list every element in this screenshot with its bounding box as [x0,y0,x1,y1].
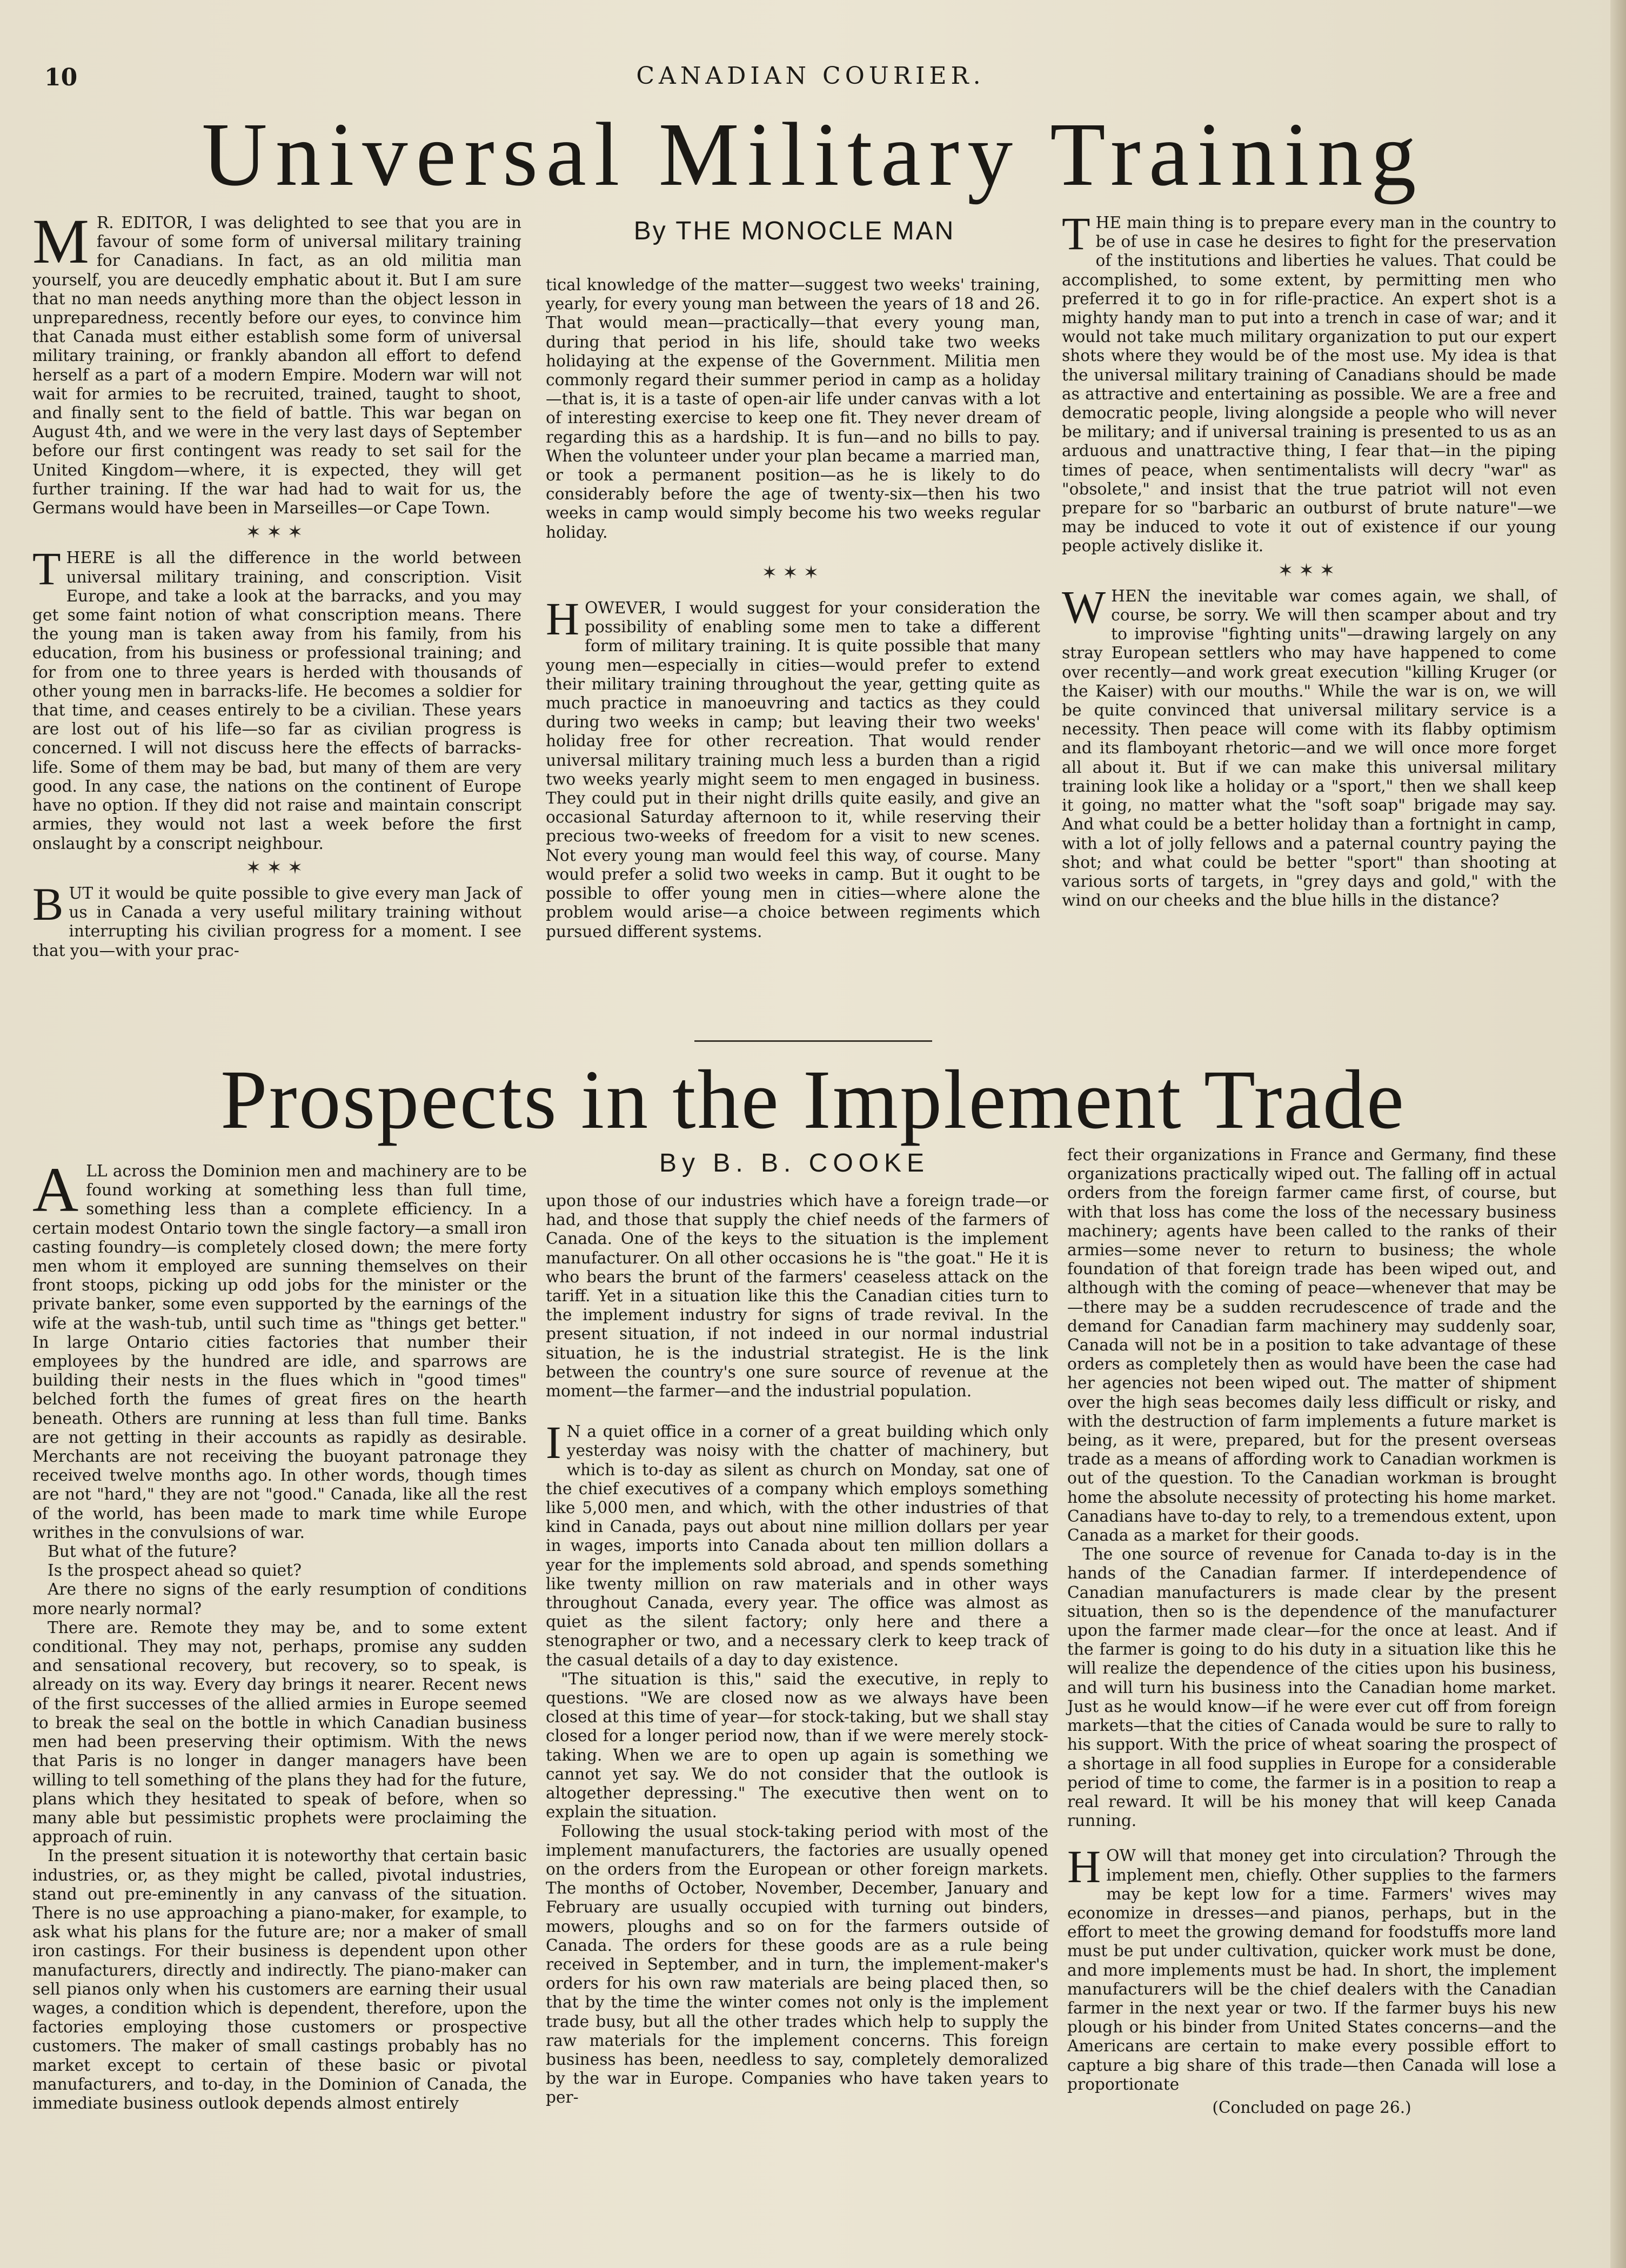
section-separator [546,564,1040,583]
dropcap: H [546,593,580,645]
article1-paragraph: BUT it would be quite possible to give every man Jack of us in Canada a very useful military training without interrupting his civilian progress for a moment. I see that you—with your prac- [32,878,521,960]
article2-paragraph: Following the usual stock-taking period with most of the implement manufacturers, the factories are usually opened on the orders from the European or other foreign markets. The months of October, November, December, January and February are usually occupied with turning out binders, mowers, ploughs and so on for the farmers outside of Canada. The orders for these goods are as a rule being received in September, and in turn, the implement-maker's orders for his own raw materials are being placed then, so that by the time the winter comes not only is the implement trade busy, but all the other trades which help to supply the raw materials for the implement concerns. This foreign business has been, needless to say, completely demoralized by the war in Europe. Companies who have taken years to per- [546,1822,1048,2107]
page-edge [1610,0,1626,2268]
article2-paragraph: upon those of our industries which have a foreign trade—or had, and those that supply the chief needs of the farmers of Canada. One of the keys to the situation is the implement manufacturer. On all other occasions he is "the goat." He it is who bears the brunt of the farmers' ceaseless attack on the tariff. Yet in a situation like this the Canadian cities turn to the implement industry for signs of trade revival. In the present situation, if not indeed in our normal industrial situation, he is the industrial strategist. He is the link between the country's one sure source of revenue at the moment—the farmer—and the industrial population. [546,1192,1048,1401]
page-number: 10 [44,64,78,91]
dropcap: M [32,206,89,277]
article1-paragraph: WHEN the inevitable war comes again, we shall, of course, be sorry. We will then scamper about and try to improvise "fighting units"—drawing largely on any stray European settlers who may have happened to come over recently—and work great execution "killing Kruger (or the Kaiser) with our mouths." While the war is on, we will be quite convinced that universal military service is a necessity. Then peace will come with its flabby optimism and its flamboyant rhetoric—and we will once more forget all about it. But if we can make this universal military training look like a holiday or a "sport," then we shall keep it going, no matter what the "soft soap" brigade may say. And what could be a better holiday than a fortnight in camp, with a lot of jolly fellows and a paternal country paying the shot; and what could be better "sport" than shooting at various sorts of targets, in "grey days and gold," with the wind on our cheeks and the blue hills in the distance? [1062,580,1556,910]
section-rule [694,1040,932,1042]
article1-paragraph: tical knowledge of the matter—suggest two weeks' training, yearly, for every young man between the years of 18 and 26. That would mean—practically—that every young man, during that period in his life, should take two weeks holidaying at the expense of the Government. Militia men commonly regard their summer period in camp as a holiday—that is, it is a taste of open-air life under canvas with a lot of interesting exercise to keep one fit. They never dream of regarding this as a hardship. It is fun—and no bills to pay. When the volunteer under your plan became a married man, or took a permanent position—as he is likely to do considerably before the age of twenty-six—then his two weeks in camp would simply become his two weeks regular holiday. [546,276,1040,541]
running-head: CANADIAN COURIER. [636,62,985,90]
article2-paragraph: HOW will that money get into circulation? Through the implement men, chiefly. Other supplies to the farmers may be kept low for a time. Farmers' wives may economize in dresses—and pianos, perhaps, but in the effort to meet the growing demand for foodstuffs more land must be put under cultivation, quicker work must be done, and more implements must be had. In short, the implement manufacturers will be the chief dealers with the Canadian farmer in the next year or two. If the farmer buys his new plough or his binder from United States concerns—and the Americans are certain to make every possible effort to capture a big share of this trade—then Canada will lose a proportionate [1067,1841,1556,2093]
article2-title: Prospects in the Implement Trade [220,1053,1406,1146]
section-separator [1062,561,1556,580]
article2-paragraph: But what of the future? [48,1542,237,1561]
dropcap: T [32,543,61,595]
article2-paragraph: In the present situation it is noteworthy that certain basic industries, or, as they might be called, pivotal industries, stand out pre-eminently in any canvass of the situation. There is no use approaching a piano-maker, for example, to ask what his plans for the future are; nor a maker of small iron castings. For their business is dependent upon other manufacturers, directly and indirectly. The piano-maker can sell pianos only when his customers are earning their usual wages, a condition which is dependent, therefore, upon the factories employing those customers or prospective customers. The maker of small castings probably has no market except to certain of these basic or pivotal manufacturers, and to-day, in the Dominion of Canada, the immediate business outlook depends almost entirely [32,1846,527,2112]
dropcap: I [546,1416,561,1469]
article2-paragraph: I N a quiet office in a corner of a great building which only yesterday was noisy with the chatter of machinery, but which is to-day as silent as church on Monday, sat one of the chief executives of a company which employs something like 5,000 men, and which, with the other industries of that kind in Canada, pays out about nine million dollars per year in wages, imports into Canada about ten million dollars a year for the implements sold abroad, and spends something like twenty million on raw materials and in other ways throughout Canada, every year. The office was almost as quiet as the silent factory; only here and there a stenographer or two, and a necessary clerk to keep track of the casual details of a day to day existence. [546,1416,1048,1669]
article2-column-2 [546,1192,1048,2243]
article1-column-2 [546,276,1040,941]
article2-paragraph: There are. Remote they may be, and to some extent conditional. They may not, perhaps, promise any sudden and sensational recovery, but recovery, so to speak, is already on its way. Every day brings it nearer. Recent news of the first successes of the allied armies in Europe seemed to break the seal on the bottle in which Canadian business men had been preserving their optimism. With the news that Paris is no longer in danger managers have been willing to tell something of the plans they had for the future, plans which they hesitated to speak of before, when so many able but pessimistic prophets were proclaiming the approach of ruin. [32,1618,527,1846]
article1-paragraph: M R. EDITOR, I was delighted to see that you are in favour of some form of universal military training for Canadians. In fact, as an old militia man yourself, you are deucedly emphatic about it. But I am sure that no man needs anything more than the object lesson in unpreparedness, recently before our eyes, to convince him that Canada must either establish some form of universal military training, or frankly abandon all effort to defend herself as a part of a modern Empire. Modern war will not wait for armies to be recruited, trained, taught to shoot, and finally sent to the field of battle. This war began on August 4th, and we were in the very last days of September before our first contingent was ready to set sail for the United Kingdom—where, it is expected, they will get further training. If the war had had to wait for us, the Germans would have been in Marseilles—or Cape Town. [32,206,521,518]
dropcap: B [32,878,64,930]
dropcap: W [1062,580,1106,633]
article2-byline: By B. B. COOKE [659,1149,930,1178]
article2-paragraph: Is the prospect ahead so quiet? [48,1561,302,1580]
article2-paragraph: "The situation is this," said the executive, in reply to questions. "We are closed now as we always have been closed at this time of year—for stock-taking, but we shall stay closed for a longer period now, than if we were merely stock-taking. When we are to open up again is something we cannot yet say. We do not consider that the outlook is altogether depressing." The executive then went on to explain the situation. [546,1669,1048,1822]
article1-byline: By THE MONOCLE MAN [633,217,955,245]
article1-column-3 [1062,208,1556,927]
article2-paragraph: fect their organizations in France and Germany, find these organizations practically wiped out. The falling off in actual orders from the foreign farmer came first, of course, but with that loss has come the loss of the necessary business machinery; agents have been called to the ranks of their armies—some never to return to business; the whole foundation of that foreign trade has been wiped out, and although with the coming of peace—whenever that may be—there may be a sudden recrudescence of trade and the demand for Canadian farm machinery may suddenly soar, Canada will not be in a position to take advantage of these orders as completely then as would have been the case had her agencies not been wiped out. The matter of shipment over the high seas becomes daily less difficult or risky, and with the destruction of farm implements a future market is being, as it were, prepared, but for the present overseas trade as a means of affording work to Canadian workmen is out of the question. To the Canadian workman is brought home the absolute necessity of protecting his home market. Canadians have to-day to rely, to a tremendous extent, upon Canada as a market for their goods. [1067,1146,1556,1545]
article1-paragraph: THE main thing is to prepare every man in the country to be of use in case he desires to fight for the preservation of the institutions and liberties he values. That could be accomplished, to some extent, by permitting men who preferred it to go in for rifle-practice. An expert shot is a mighty handy man to put into a trench in case of war; and it would not take much military organization to put our expert shots where they would be of the most use. My idea is that the universal military training of Canadians should be made as attractive and entertaining as possible. We are a free and democratic people, living alongside a people who will never be military; and if universal training is presented to us as an arduous and unattractive thing, I fear that—in the piping times of peace, when sentimentalists will decry "war" as "obsolete," and insist that the true patriot will not even prepare for so "barbaric an outburst of brute nature"—we may be induced to vote it out of existence if our young people actively dislike it. [1062,208,1556,556]
article1-column-1 [32,206,521,960]
dropcap: H [1067,1841,1101,1893]
continuation-note: (Concluded on page 26.) [1212,2098,1411,2117]
article2-paragraph: The one source of revenue for Canada to-day is in the hands of the Canadian farmer. If interdependence of Canadian manufacturers is made clear by the present situation, then so is the dependence of the manufacturer upon the farmer made clear—for the once at least. And if the farmer is going to do his duty in a situation like this he will realize the dependence of the cities upon his business, and will turn his business into the Canadian home market. Just as he would know—if he were ever cut off from foreign markets—that the cities of Canada would be sure to rally to his support. With the price of wheat soaring the prospect of a shortage in all food supplies in Europe for a considerable period of time to come, the farmer is in a position to reap a real reward. It will be his money that will keep Canada running. [1067,1545,1556,1830]
article1-paragraph: HOWEVER, I would suggest for your consideration the possibility of enabling some men to take a different form of military training. It is quite possible that many young men—especially in cities—would prefer to extend their military training throughout the year, getting quite as much practice in manoeuvring and tactics as they could during two weeks in camp; but leaving their two weeks' holiday free for other recreation. That would render universal military training much less a burden than a rigid two weeks yearly might seem to men engaged in business. They could put in their night drills quite easily, and give an occasional Saturday afternoon to it, while reserving their precious two-weeks of freedom for a visit to new scenes. Not every young man would feel this way, of course. Many would prefer a solid two weeks in camp. But it ought to be possible to offer young men in cities—where alone the problem would arise—a choice between regiments which pursued different systems. [546,593,1040,941]
article2-column-3 [1067,1146,1556,2232]
article1-title: Universal Military Training [202,104,1424,205]
section-separator [32,859,521,878]
article2-paragraph: ALL across the Dominion men and machinery are to be found working at something less than full time, something less than a complete efficiency. In a certain modest Ontario town the single factory—a small iron casting foundry—is completely closed down; the mere forty men whom it employed are sunning themselves on their front stoops, picking up odd jobs for the minister or the private banker, some even supported by the earnings of the wife at the wash-tub, until such time as "things get better." In large Ontario cities factories that number their employees by the hundred are idle, and sparrows are building their nests in the flues which in "good times" belched forth the fumes of great fires on the hearth beneath. Others are running at less than full time. Banks are not getting in their accounts as rapidly as desirable. Merchants are not receiving the buoyant patronage they received twelve months ago. In other words, though times are not "hard," they are not "good." Canada, like all the rest of the world, has been made to mark time while Europe writhes in the convulsions of war. [32,1154,527,1542]
article2-paragraph: Are there no signs of the early resumption of conditions more nearly normal? [32,1580,527,1618]
dropcap: T [1062,208,1090,259]
dropcap: A [32,1154,79,1225]
article1-paragraph: THERE is all the difference in the world between universal military training, and conscription. Visit Europe, and take a look at the barracks, and you may get some faint notion of what conscription means. There the young man is taken away from his family, from his education, from his business or professional training; and for from one to three years is herded with thousands of other young men in barracks-life. He becomes a soldier for that time, and ceases entirely to be a civilian. These years are lost out of his life—so far as civilian progress is concerned. I will not discuss here the effects of barracks-life. Some of them may be bad, but many of them are very good. In any case, the nations on the continent of Europe have no option. If they did not raise and maintain conscript armies, they would not last a week before the first onslaught by a conscript neighbour. [32,543,521,853]
section-separator [32,523,521,542]
article2-column-1 [32,1154,527,2237]
